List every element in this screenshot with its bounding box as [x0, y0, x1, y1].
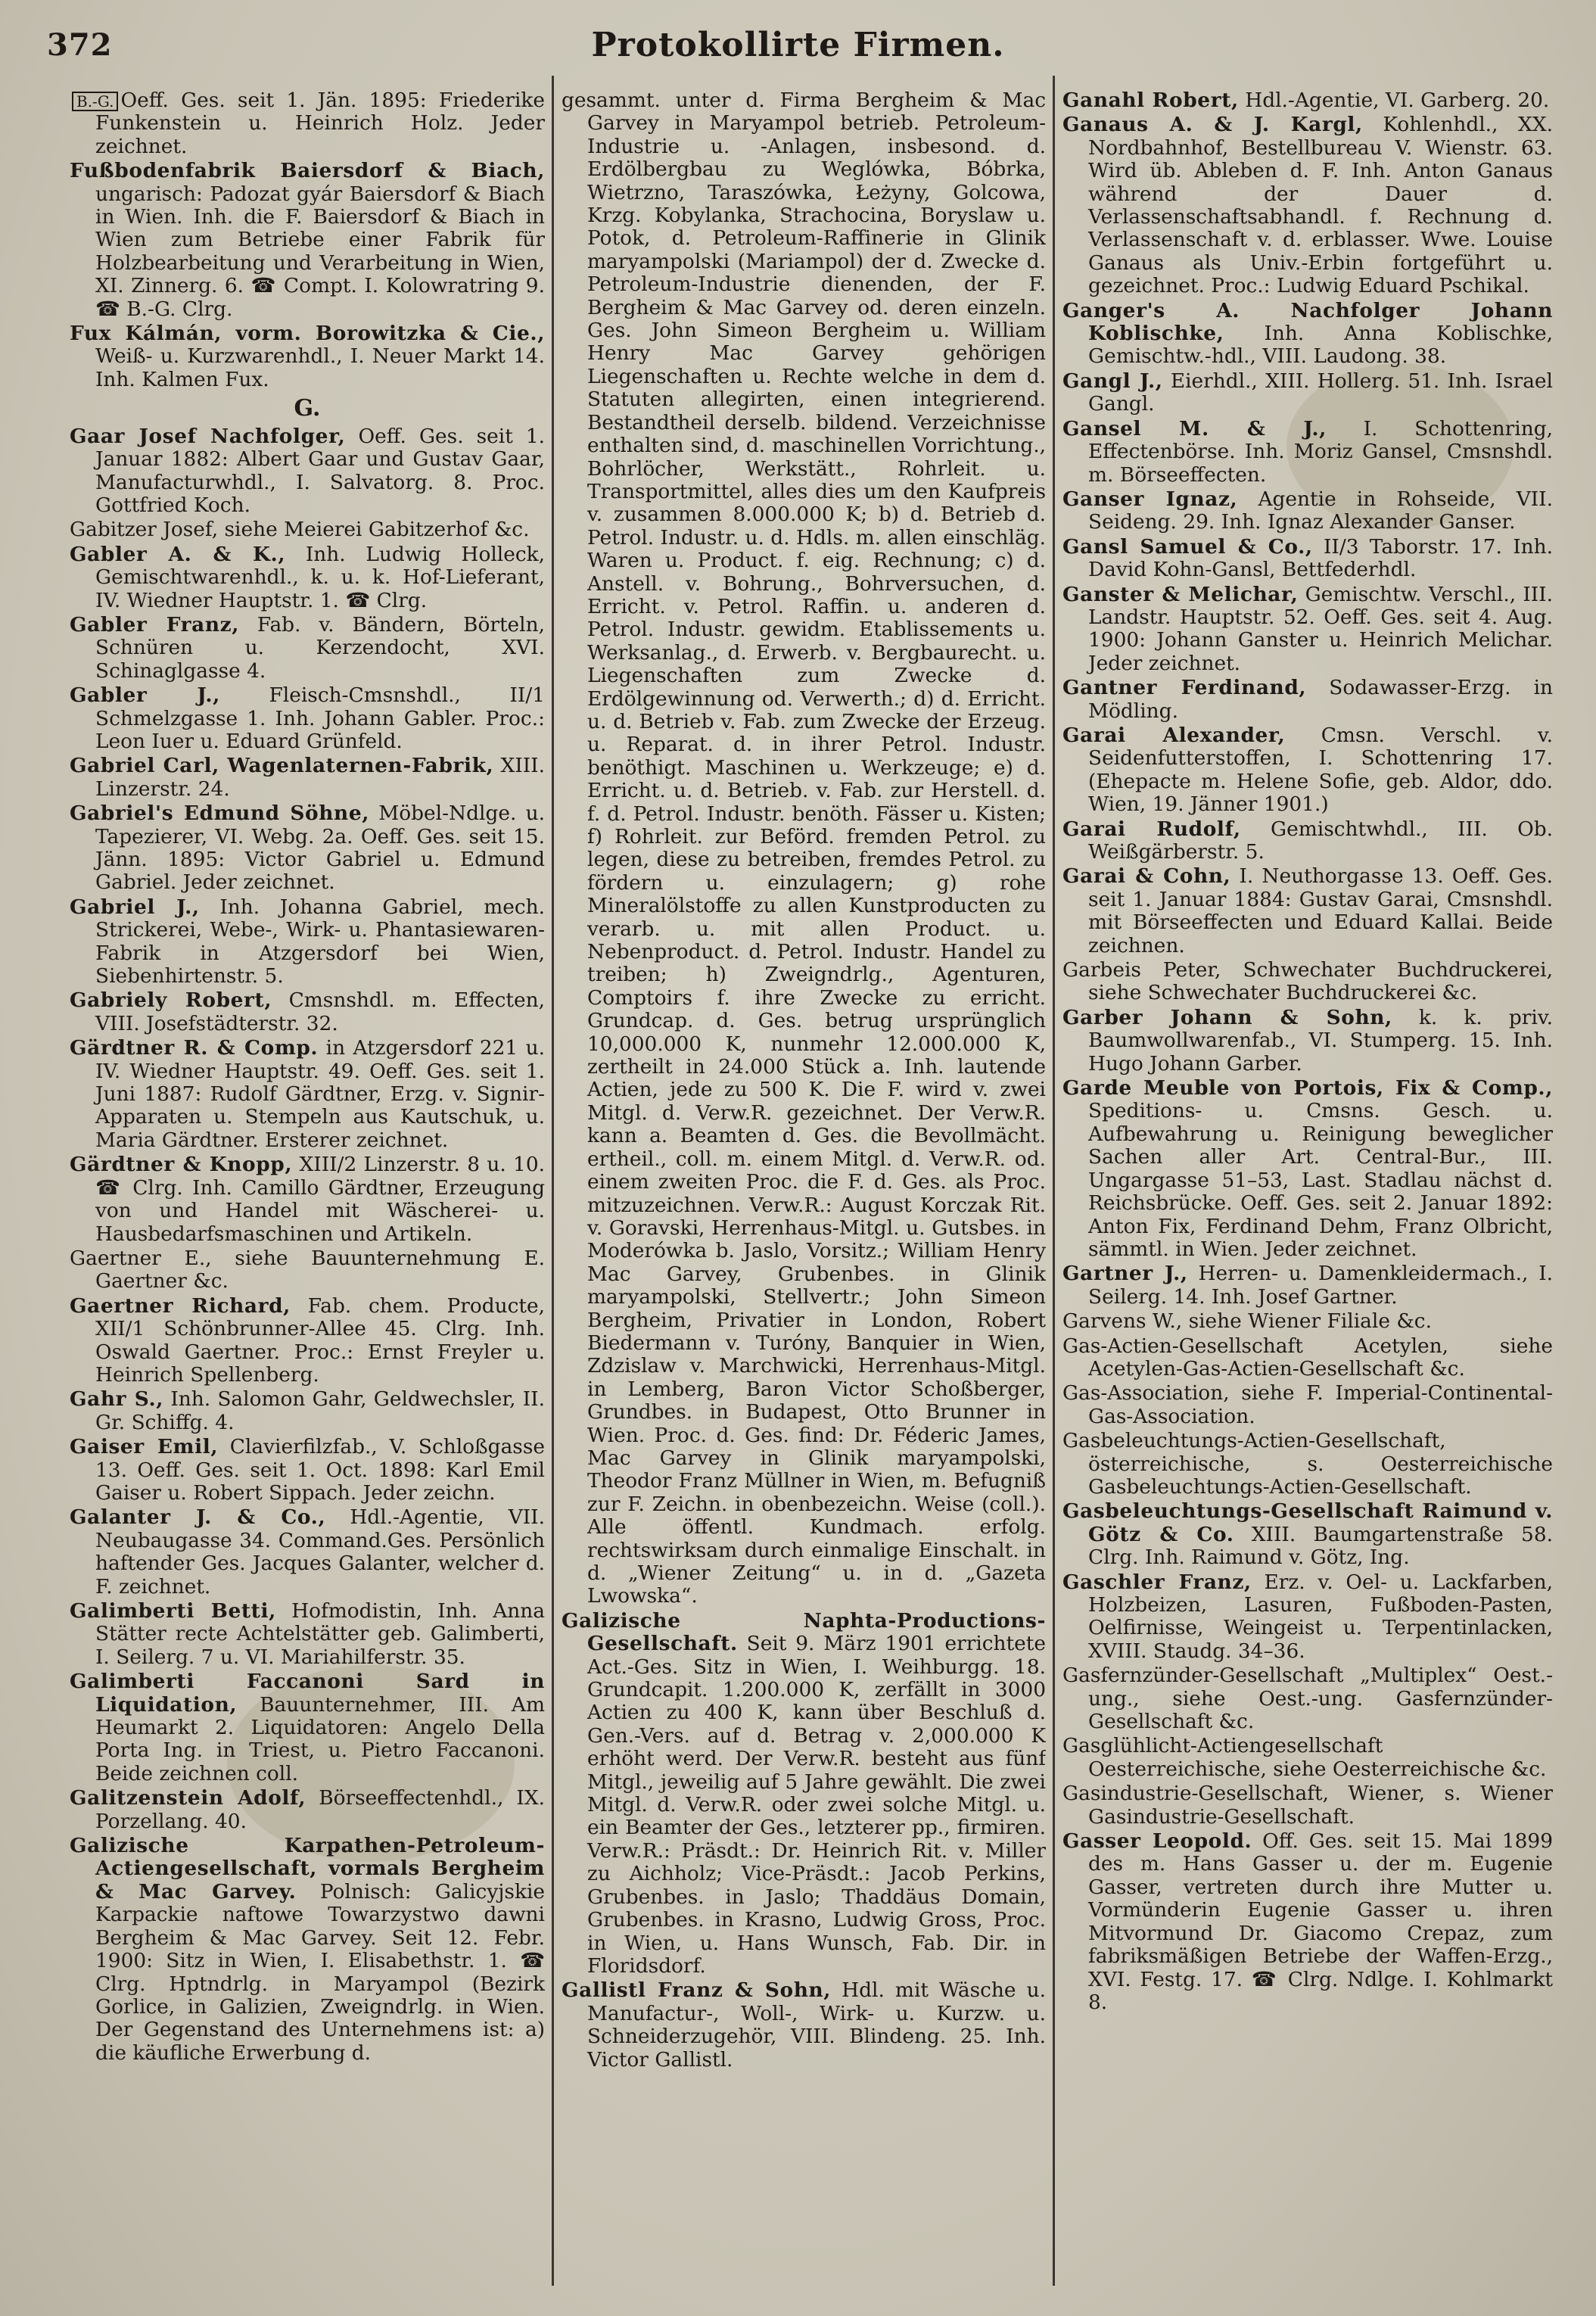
firm-details: Polnisch: Galicyjskie Karpackie naftowe Towarzystwo dawni Bergheim & Mac Garvey. Seit 12. Febr. 1900: Sitz in Wien, I. Elisabethstr. 1. ☎ Clrg. Hptndrlg. in Maryampol (Bezirk Gorlice, in Galizien, Zweigndrlg. in Wien. Der Gegenstand des Unternehmens ist: a) die käufliche Erwerbung d. — [95, 1879, 545, 2065]
firm-entry — [70, 160, 545, 321]
firm-entry — [1062, 677, 1553, 723]
firm-entry — [70, 614, 545, 683]
firm-entry — [1062, 959, 1553, 1005]
firm-details: Inh. Ludwig Holleck, Gemischtwarenhdl., k. u. k. Hof-Lieferant, IV. Wiedner Hauptstr. 1. ☎ Clrg. — [95, 542, 545, 612]
firm-entry — [1062, 114, 1553, 297]
firm-name: Gangl J., — [1062, 369, 1163, 393]
column-1 — [70, 89, 545, 2299]
column-divider — [552, 76, 554, 2286]
firm-entry — [1062, 488, 1553, 534]
firm-entry — [70, 1037, 545, 1152]
firm-details: Eierhdl., XIII. Hollerg. 51. Inh. Israel Gangl. — [1088, 369, 1553, 416]
firm-entry — [1062, 536, 1553, 582]
firm-details: I. Schottenring, Effectenbörse. Inh. Moriz Gansel, Cmsnshdl. m. Börseeffecten. — [1088, 416, 1553, 487]
firm-name: Gaertner Richard, — [70, 1293, 291, 1318]
firm-entry — [70, 989, 545, 1035]
section-letter-heading: G. — [294, 395, 321, 422]
firm-details: Fleisch-Cmsnshdl., II/1 Schmelzgasse 1. Inh. Johann Gabler. Proc.: Leon Iuer u. Eduard Grünfeld. — [95, 683, 545, 753]
firm-entry — [70, 1153, 545, 1246]
firm-entry — [1062, 865, 1553, 957]
firm-details: Gas-Association, siehe F. Imperial-Continental-Gas-Association. — [1062, 1381, 1553, 1428]
firm-entry — [70, 322, 545, 391]
firm-details: gesammt. unter d. Firma Bergheim & Mac Garvey in Maryampol betrieb. Petroleum-Industrie u. -Anlagen, insbesond. d. Erdölbergbau zu Weglówka, Bóbrka, Wietrzno, Taraszówka, Łeżyny, Golcowa, Krzg. Kobylanka, Strachocina, Boryslaw u. Potok, d. Petroleum-Raffinerie in Glinik maryampolski (Mariampol) der d. Zwecke d. Petroleum-Industrie dienenden, der F. Bergheim & Mac Garvey od. deren einzeln. Ges. John Simeon Bergheim u. William Henry Mac Garvey gehörigen Liegenschaften u. Rechte welche in dem d. Statuten allegirten, einen integrierend. Bestandtheil derselb. bildend. Verzeichnisse enthalten sind, d. maschinellen Vorrichtung., Bohrlöcher, Werkstätt., Rohrleit. u. Transportmittel, alles dies um den Kaufpreis v. zusammen 8.000.000 K; b) d. Betrieb d. Petrol. Industr. u. d. Hdls. m. allen einschläg. Waren u. Product. f. eig. Rechnung; c) d. Anstell. v. Bohrung., Bohrversuchen, d. Erricht. v. Petrol. Raffin. u. anderen d. Petrol. Industr. gewidm. Etablissements u. Werksanlag., d. Erwerb. v. Bergbaurecht. u. Liegenschaften zum Zwecke d. Erdölgewinnung od. Verwerth.; d) d. Erricht. u. d. Betrieb v. Fab. zum Zwecke der Erzeug. u. Reparat. d. in ihrer Petrol. Industr. benöthigt. Maschinen u. Werkzeuge; e) d. Erricht. u. d. Betrieb. v. Fab. zur Herstell. d. f. d. Petrol. Industr. benöth. Fässer u. Kisten; f) Rohrleit. zur Beförd. fremden Petrol. zu legen, diese zu betreiben, fremdes Petrol. zu fördern u. einzulagern; g) rohe Mineralölstoffe zu allen Kunstproducten zu verarb. u. mit allen Product. u. Nebenproduct. d. Petrol. Industr. Handel zu treiben; h) Zweigndrlg., Agenturen, Comptoirs f. ihre Zwecke zu erricht. Grundcap. d. Ges. betrug ursprünglich 10,000.000 K, nunmehr 12.000.000 K, zertheilt in 24.000 Stück a. Inh. lautende Actien, jede zu 500 K. Die F. wird v. zwei Mitgl. d. Verw.R. gezeichnet. Der Verw.R. kann a. Beamten d. Ges. die Bevollmächt. ertheil., coll. m. einem Mitgl. d. Verw.R. od. einem zweiten Proc. die F. d. Ges. als Proc. mitzuzeichnen. Verw.R.: August Korczak Rit. v. Goravski, Herrenhaus-Mitgl. u. Gutsbes. in Moderówka b. Jaslo, Vorsitz.; William Henry Mac Garvey, Grubenbes. in Glinik maryampolski, Stellvertr.; John Simeon Bergheim, Privatier in London, Robert Biedermann v. Turóny, Banquier in Wien, Zdzislaw v. Marchwicki, Herrenhaus-Mitgl. in Lemberg, Baron Victor Schoßberger, Grundbes. in Budapest, Otto Brunner in Wien. Proc. d. Ges. find: Dr. Féderic James, Mac Garvey in Glinik maryampolski, Theodor Franz Müllner in Wien, m. Befugniß zur F. Zeichn. in obenbezeichn. Weise (coll.). Alle öffentl. Kundmach. erfolg. rechtswirksam durch einmalige Einschalt. in d. „Wiener Zeitung“ u. in d. „Gazeta Lwowska“. — [562, 89, 1046, 1608]
column-3 — [1062, 89, 1553, 2299]
firm-name: Fux Kálmán, vorm. Borowitzka & Cie., — [70, 322, 545, 346]
firm-details: Kohlenhdl., XX. Nordbahnhof, Bestellbureau V. Wienstr. 63. Wird üb. Ableben d. F. Inh. Anton Ganaus während der Dauer d. Verlassenschaftsabhandl. f. Rechnung d. Verlassenschaft v. d. erblasser. Wwe. Louise Ganaus als Univ.-Erbin fortgeführt u. gezeichnet. Proc.: Ludwig Eduard Pschikal. — [1088, 113, 1553, 298]
firm-details: XIII. Linzerstr. 24. — [95, 754, 545, 801]
firm-entry — [562, 89, 1046, 1608]
firm-details: Gabitzer Josef, siehe Meierei Gabitzerhof &c. — [70, 518, 530, 542]
firm-entry — [1062, 1735, 1553, 1781]
firm-details: Gemischtwhdl., III. Ob. Weißgärberstr. 5. — [1088, 817, 1553, 864]
firm-entry — [1062, 1830, 1553, 2014]
firm-entry — [1062, 1500, 1553, 1569]
firm-name: Gärdtner & Knopp, — [70, 1153, 293, 1177]
firm-entry — [70, 1835, 545, 2065]
firm-details: Gasfernzünder-Gesellschaft „Multiplex“ Oest.-ung., siehe Oest.-ung. Gasfernzünder-Gesellschaft &c. — [1062, 1664, 1553, 1734]
firm-entry — [70, 518, 545, 541]
firm-entry — [562, 1979, 1046, 2072]
firm-details: Oeff. Ges. seit 1. Januar 1882: Albert Gaar und Gustav Gaar, Manufacturwhdl., I. Salvatorg. 8. Proc. Gottfried Koch. — [95, 424, 545, 517]
firm-name: Gartner J., — [1062, 1262, 1188, 1286]
firm-details: Clavierfilzfab., V. Schloßgasse 13. Oeff. Ges. seit 1. Oct. 1898: Karl Emil Gaiser u. Robert Sippach. Jeder zeichn. — [95, 1435, 545, 1505]
firm-entry — [70, 802, 545, 895]
firm-details: Inh. Salomon Gahr, Geldwechsler, II. Gr. Schiffg. 4. — [95, 1387, 545, 1434]
column-divider — [1053, 76, 1055, 2286]
firm-details: Bauunternehmer, III. Am Heumarkt 2. Liquidatoren: Angelo Della Porta Ing. in Triest, u. Pietro Faccanoni. Beide zeichnen coll. — [95, 1692, 545, 1785]
firm-name: Ganaus A. & J. Kargl, — [1062, 113, 1363, 137]
firm-name: Galizische Karpathen-Petroleum-Actiengesellschaft, vormals Bergheim & Mac Garvey. — [70, 1834, 545, 1904]
firm-details: Gasglühlicht-Actiengesellschaft Oesterreichische, siehe Oesterreichische &c. — [1062, 1734, 1547, 1781]
firm-entry — [70, 1600, 545, 1669]
firm-details: Agentie in Rohseide, VII. Seideng. 29. Inh. Ignaz Alexander Ganser. — [1088, 487, 1553, 534]
firm-entry — [1062, 1430, 1553, 1499]
firm-entry — [1062, 1571, 1553, 1664]
firm-details: Weiß- u. Kurzwarenhdl., I. Neuer Markt 14. Inh. Kalmen Fux. — [95, 344, 545, 391]
firm-name: Garai & Cohn, — [1062, 864, 1231, 889]
firm-name: Garber Johann & Sohn, — [1062, 1005, 1392, 1029]
firm-entry — [70, 896, 545, 988]
firm-details: Speditions- u. Cmsns. Gesch. u. Aufbewahrung u. Reinigung beweglicher Sachen aller Art. Central-Bur., III. Ungargasse 51–53, Last. Stadlau nächst d. Reichsbrücke. Oeff. Ges. seit 2. Januar 1892: Anton Fix, Ferdinand Dehm, Franz Olbricht, sämmtl. in Wien. Jeder zeichnet. — [1088, 1099, 1553, 1261]
firm-details: Hdl.-Agentie, VII. Neubaugasse 34. Command.Ges. Persönlich haftender Ges. Jacques Galanter, welcher d. F. zeichnet. — [95, 1505, 545, 1598]
firm-entry — [70, 684, 545, 753]
firm-name: Gahr S., — [70, 1387, 164, 1412]
firm-name: Gasser Leopold. — [1062, 1829, 1252, 1854]
firm-entry — [1062, 1382, 1553, 1428]
firm-details: Inh. Johanna Gabriel, mech. Strickerei, Webe-, Wirk- u. Phantasiewaren-Fabrik in Atzgersdorf bei Wien, Siebenhirtenstr. 5. — [95, 895, 545, 988]
firm-entry — [70, 425, 545, 518]
firm-entry — [1062, 724, 1553, 817]
firm-details: Hdl. mit Wäsche u. Manufactur-, Woll-, Wirk- u. Kurzw. u. Schneiderzugehör, VIII. Blindeng. 25. Inh. Victor Gallistl. — [587, 1978, 1046, 2072]
firm-name: Gaiser Emil, — [70, 1435, 219, 1459]
firm-name: Garai Alexander, — [1062, 723, 1286, 747]
firm-details: Garvens W., siehe Wiener Filiale &c. — [1062, 1309, 1432, 1334]
firm-details: Hdl.-Agentie, VI. Garberg. 20. — [1245, 89, 1550, 112]
firm-entry — [1062, 1077, 1553, 1261]
firm-name: Gallistl Franz & Sohn, — [562, 1978, 832, 2003]
firm-entry — [1062, 89, 1553, 112]
firm-details: XIII. Baumgartenstraße 58. Clrg. Inh. Raimund v. Götz, Ing. — [1088, 1522, 1553, 1570]
firm-entry — [1062, 1782, 1553, 1829]
firm-name: Gantner Ferdinand, — [1062, 676, 1307, 700]
firm-name: Gansl Samuel & Co., — [1062, 534, 1313, 559]
firm-name: Ganger's A. Nachfolger Johann Koblischke, — [1062, 298, 1553, 346]
firm-name: Ganster & Melichar, — [1062, 582, 1299, 606]
firm-entry — [70, 543, 545, 612]
firm-name: Ganahl Robert, — [1062, 89, 1239, 112]
firm-name: Garde Meuble von Portois, Fix & Comp., — [1062, 1076, 1553, 1100]
firm-entry — [1062, 1262, 1553, 1309]
firm-name: Garai Rudolf, — [1062, 817, 1241, 841]
firm-name: Galitzenstein Adolf, — [70, 1786, 306, 1810]
firm-details: Cmsn. Verschl. v. Seidenfutterstoffen, I. Schottenring 17. (Ehepacte m. Helene Sofie, geb. Aldor, ddo. Wien, 19. Jänner 1901.) — [1088, 723, 1553, 817]
firm-entry — [562, 1610, 1046, 1978]
firm-name: Gabriel's Edmund Söhne, — [70, 802, 369, 826]
firm-details: Gemischtw. Verschl., III. Landstr. Hauptstr. 52. Oeff. Ges. seit 4. Aug. 1900: Johann Ganster u. Heinrich Melichar. Jeder zeichnet. — [1088, 582, 1553, 675]
firm-name: Gasbeleuchtungs-Gesellschaft Raimund v. Götz & Co. — [1062, 1499, 1553, 1546]
firm-name: Gabriel J., — [70, 895, 200, 919]
firm-entry — [70, 755, 545, 801]
firm-details: in Atzgersdorf 221 u. IV. Wiedner Hauptstr. 49. Oeff. Ges. seit 1. Juni 1887: Rudolf Gärdtner, Erzg. v. Signir-Apparaten u. Stempeln aus Kautschuk, u. Maria Gärdtner. Ersterer zeichnet. — [95, 1036, 545, 1152]
firm-name: Gabler J., — [70, 683, 220, 708]
firm-details: Gasbeleuchtungs-Actien-Gesellschaft, österreichische, s. Oesterreichische Gasbeleuchtungs-Actien-Gesellschaft. — [1062, 1429, 1553, 1499]
firm-entry — [70, 1247, 545, 1293]
firm-details: Oeff. Ges. seit 1. Jän. 1895: Friederike Funkenstein u. Heinrich Holz. Jeder zeichnet. — [95, 89, 545, 158]
firm-name: Ganser Ignaz, — [1062, 487, 1238, 511]
firm-name: Gaar Josef Nachfolger, — [70, 424, 346, 448]
firm-name: Gärdtner R. & Comp. — [70, 1036, 319, 1060]
firm-entry — [1062, 1335, 1553, 1381]
firm-entry — [70, 1506, 545, 1598]
firm-entry — [1062, 1310, 1553, 1333]
firm-entry — [1062, 818, 1553, 864]
firm-name: Fußbodenfabrik Baiersdorf & Biach, — [70, 159, 545, 183]
firm-entry — [1062, 418, 1553, 487]
column-2 — [562, 89, 1046, 2299]
firm-entry — [70, 1436, 545, 1505]
firm-entry — [1062, 300, 1553, 369]
firm-name: Galimberti Faccanoni Sard in Liquidation, — [70, 1670, 545, 1717]
firm-details: Gaertner E., siehe Bauunternehmung E. Gaertner &c. — [70, 1246, 545, 1293]
firm-name: Gabler Franz, — [70, 612, 239, 637]
firm-details: Möbel-Ndlge. u. Tapezierer, VI. Webg. 2a. Oeff. Ges. seit 15. Jänn. 1895: Victor Gabriel u. Edmund Gabriel. Jeder zeichnet. — [95, 802, 545, 895]
firm-entry — [70, 1787, 545, 1833]
firm-details: Fab. chem. Producte, XII/1 Schönbrunner-Allee 45. Clrg. Inh. Oswald Gaertner. Proc.: Ernst Freyler u. Heinrich Spellenberg. — [95, 1293, 545, 1387]
firm-details: Garbeis Peter, Schwechater Buchdruckerei, siehe Schwechater Buchdruckerei &c. — [1062, 958, 1553, 1005]
firm-entry — [70, 89, 545, 158]
firm-entry — [70, 1295, 545, 1387]
firm-name: Gaschler Franz, — [1062, 1570, 1252, 1594]
firm-details: Inh. Anna Koblischke, Gemischtw.-hdl., VIII. Laudong. 38. — [1088, 322, 1553, 369]
firm-details: Seit 9. März 1901 errichtete Act.-Ges. Sitz in Wien, I. Weihburgg. 18. Grundcapit. 1.200.000 K, zerfällt in 3000 Actien zu 400 K, kann über Beschluß d. Gen.-Vers. auf d. Betrag v. 2,000.000 K erhöht werd. Der Verw.R. besteht aus fünf Mitgl., jeweilig auf 5 Jahre gewählt. Die zwei Mitgl. d. Verw.R. oder zwei solche Mitgl. u. ein Beamter der Ges., letzterer pp., firmiren. Verw.R.: Präsdt.: Dr. Heinrich Rit. v. Miller zu Aichholz; Vice-Präsdt.: Jacob Perkins, Grubenbes. in Jaslo; Thaddäus Domain, Grubenbes. in Krasno, Ludwig Gross, Proc. in Wien, u. Hans Wunsch, Fab. Dir. in Floridsdorf. — [587, 1632, 1046, 1978]
firm-details: Off. Ges. seit 15. Mai 1899 des m. Hans Gasser u. der m. Eugenie Gasser, vertreten durch ihre Mutter u. Vormünderin Eugenie Gasser u. ihren Mitvormund Dr. Giacomo Crepaz, zum fabriksmäßigen Betriebe der Waffen-Erzg., XVI. Festg. 17. ☎ Clrg. Ndlge. I. Kohlmarkt 8. — [1088, 1829, 1553, 2014]
firm-entry — [1062, 370, 1553, 416]
register-sign-badge: B.-G. — [72, 92, 118, 111]
firm-details: Erz. v. Oel- u. Lackfarben, Holzbeizen, Lasuren, Fußboden-Pasten, Oelfirnisse, Weingeist u. Terpentinlacken, XVIII. Staudg. 34–36. — [1088, 1570, 1553, 1663]
firm-entry — [1062, 1664, 1553, 1733]
firm-details: Gas-Actien-Gesellschaft Acetylen, siehe Acetylen-Gas-Actien-Gesellschaft &c. — [1062, 1334, 1553, 1381]
firm-details: Herren- u. Damenkleidermach., I. Seilerg. 14. Inh. Josef Gartner. — [1088, 1262, 1553, 1309]
firm-entry — [70, 1388, 545, 1434]
firm-name: Galanter J. & Co., — [70, 1505, 326, 1530]
firm-name: Gansel M. & J., — [1062, 416, 1327, 440]
page-title: Protokollirte Firmen. — [591, 26, 1005, 64]
firm-details: k. k. priv. Baumwollwarenfab., VI. Stumperg. 15. Inh. Hugo Johann Garber. — [1088, 1005, 1553, 1076]
firm-details: I. Neuthorgasse 13. Oeff. Ges. seit 1. Januar 1884: Gustav Garai, Cmsnshdl. mit Börseeffecten und Eduard Kallai. Beide zeichnen. — [1088, 864, 1553, 957]
firm-details: Börseeffectenhdl., IX. Porzellang. 40. — [95, 1786, 545, 1833]
firm-entry — [1062, 1007, 1553, 1076]
firm-details: II/3 Taborstr. 17. Inh. David Kohn-Gansl, Bettfederhdl. — [1088, 534, 1553, 582]
firm-name: Gabriel Carl, Wagenlaternen-Fabrik, — [70, 754, 494, 778]
firm-name: Gabler A. & K., — [70, 542, 286, 566]
firm-name: Gabriely Robert, — [70, 988, 272, 1013]
firm-entry — [70, 1670, 545, 1785]
page-number: 372 — [47, 27, 113, 63]
firm-name: Galizische Naphta-Productions-Gesellschaft. — [562, 1608, 1046, 1656]
firm-details: Fab. v. Bändern, Börteln, Schnüren u. Kerzendocht, XVI. Schinaglgasse 4. — [95, 612, 545, 683]
firm-entry — [1062, 584, 1553, 676]
firm-details: Cmsnshdl. m. Effecten, VIII. Josefstädterstr. 32. — [95, 988, 545, 1035]
firm-details: Gasindustrie-Gesellschaft, Wiener, s. Wiener Gasindustrie-Gesellschaft. — [1062, 1782, 1553, 1829]
firm-details: ungarisch: Padozat gyár Baiersdorf & Biach in Wien. Inh. die F. Baiersdorf & Biach in Wien zum Betriebe einer Fabrik für Holzbearbeitung und Verarbeitung in Wien, XI. Zinnerg. 6. ☎ Compt. I. Kolowratring 9. ☎ B.-G. Clrg. — [95, 182, 545, 321]
firm-details: XIII/2 Linzerstr. 8 u. 10. ☎ Clrg. Inh. Camillo Gärdtner, Erzeugung von und Handel mit Wäscherei- u. Hausbedarfsmaschinen und Artikeln. — [95, 1153, 545, 1246]
firm-details: Hofmodistin, Inh. Anna Stätter recte Achtelstätter geb. Galimberti, I. Seilerg. 7 u. VI. Mariahilferstr. 35. — [95, 1599, 545, 1669]
firm-name: Galimberti Betti, — [70, 1599, 276, 1623]
firm-details: Sodawasser-Erzg. in Mödling. — [1088, 676, 1553, 723]
